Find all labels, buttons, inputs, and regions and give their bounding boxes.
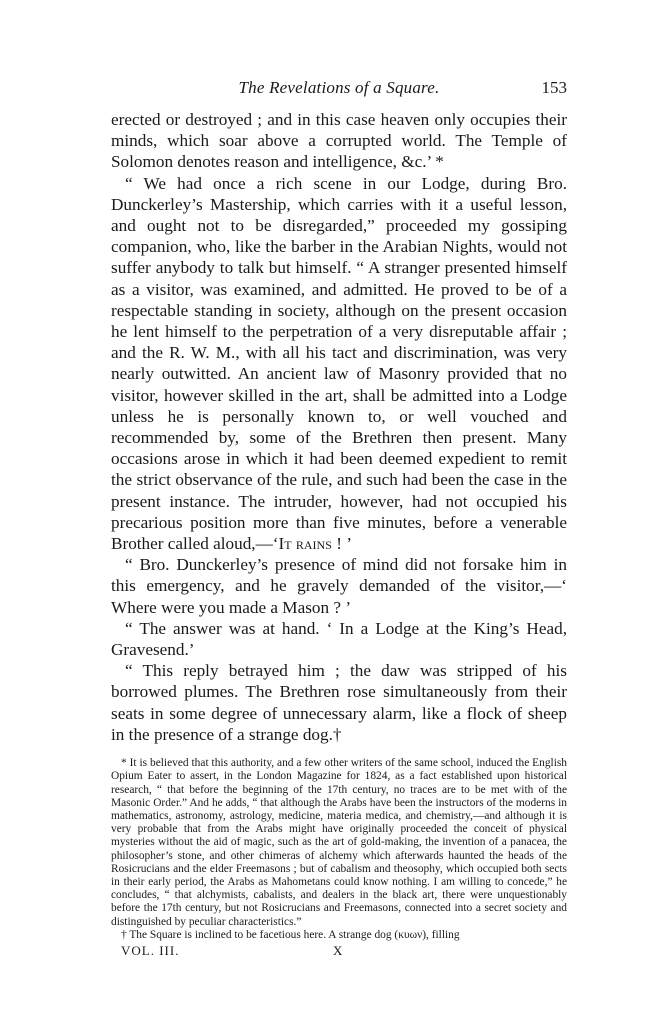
paragraph-text: “ The answer was at hand. ‘ In a Lodge at the King’s Head, Gravesend.’: [111, 618, 567, 660]
footnote: [111, 757, 567, 929]
signature-mark: X: [333, 942, 343, 958]
signature-line: [111, 943, 567, 959]
running-title: The Revelations of a Square.: [238, 78, 440, 97]
paragraph-text: “ Bro. Dunckerley’s presence of mind did not forsake him in this emergency, and he gravely demanded of the visitor,—‘ Where were you made a Mason ? ’: [111, 555, 567, 617]
exclamation-smallcaps: It rains: [278, 534, 332, 554]
footnote: [111, 929, 567, 942]
paragraph-text-end: ! ’: [331, 534, 352, 554]
paragraph-text: “ We had once a rich scene in our Lodge, during Bro. Dunckerley’s Mastership, which carries with it a useful lesson, and ought not to be disregarded,” proceeded my gossiping companion, who, like the barber in the Arabian Nights, would not suffer anybody to talk but himself. “ A stranger presented himself as a visitor, was examined, and admitted. He proved to be of a respectable standing in society, although on the present occasion he lent himself to the perpetration of a very disreputable affair ; and the R. W. M., with all his tact and discrimination, was very nearly outwitted. An ancient law of Masonry provided that no visitor, however skilled in the art, shall be admitted into a Lodge unless he is personally known to, or well vouched and recommended by, some of the Brethren then present. Many occasions arose in which it had been deemed expedient to remit the strict observance of the rule, and such had been the case in the present instance. The intruder, however, had not occupied his precarious position more than five minutes, before a venerable Brother called aloud,—‘: [111, 173, 567, 554]
footnote-text: † The Square is inclined to be facetious here. A strange dog (κυων), filling: [121, 928, 460, 941]
paragraph: [111, 618, 567, 660]
footnotes: [111, 757, 567, 942]
paragraph-text: “ This reply betrayed him ; the daw was stripped of his borrowed plumes. The Brethren rose simultaneously from their seats in some degree of unnecessary alarm, like a flock of sheep in the presence of a strange dog.†: [111, 661, 567, 744]
paragraph-text: erected or destroyed ; and in this case heaven only occupies their minds, which soar above a corrupted world. The Temple of Solomon denotes reason and intelligence, &c.’ *: [111, 110, 567, 172]
paragraph: [111, 109, 567, 173]
paragraph: [111, 660, 567, 745]
footnote-text: * It is believed that this authority, and a few other writers of the same school, induced the English Opium Eater to assert, in the London Magazine for 1824, as a fact established upon historical research, “ that before the beginning of the 17th century, no traces are to be met with of the Masonic Order.” And he adds, “ that although the Arabs have been the instructors of the moderns in mathematics, astronomy, astrology, medicine, materia medica, and chemistry,—and although it is very probable that from the Arabs might have originally proceeded the conceit of physical mysteries without the aid of magic, such as the art of gold-making, the invention of a panacea, the philosopher’s stone, and other chimeras of alchemy which afterwards haunted the heads of the Rosicrucians and the elder Freemasons ; but of cabalism and theosophy, which occupied both sects in their early period, the Arabs as Mahometans could know nothing. I am willing to concede,” he concludes, “ that alchymists, cabalists, and dealers in the black art, there were unquestionably before the 17th century, but not Rosicrucians and Freemasons, connected into a secret society and distinguished by peculiar characteristics.”: [111, 757, 567, 928]
page-number: 153: [541, 78, 567, 97]
running-header: [111, 78, 567, 100]
paragraph: [111, 173, 567, 555]
volume-label: VOL. III.: [121, 942, 180, 958]
body-text: [111, 109, 567, 745]
page: [111, 78, 567, 959]
paragraph: [111, 554, 567, 618]
